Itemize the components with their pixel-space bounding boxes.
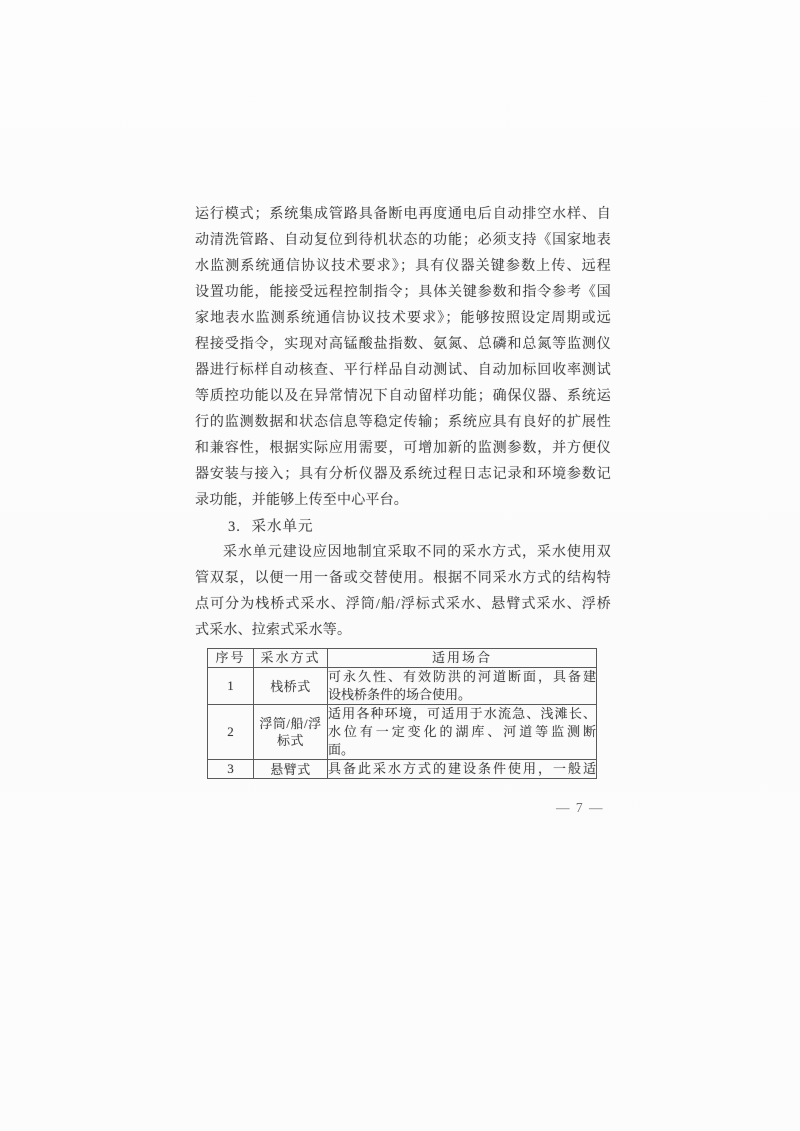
row-method: 悬臂式 bbox=[254, 760, 328, 779]
paragraph-line: 动清洗管路、自动复位到待机状态的功能；必须支持《国家地表 bbox=[195, 233, 611, 248]
column-header-applicability: 适用场合 bbox=[328, 649, 597, 668]
water-intake-methods-table bbox=[207, 648, 597, 779]
row-description bbox=[328, 760, 597, 779]
description-line: 面。 bbox=[328, 742, 355, 757]
paragraph-line: 录功能，并能够上传至中心平台。 bbox=[195, 493, 408, 508]
column-header-number: 序号 bbox=[208, 649, 254, 668]
row-number: 3 bbox=[208, 760, 254, 779]
paragraph-line: 行的监测数据和状态信息等稳定传输；系统应具有良好的扩展性 bbox=[195, 415, 611, 430]
paragraph-line: 运行模式；系统集成管路具备断电再度通电后自动排空水样、自 bbox=[195, 207, 611, 222]
table-row bbox=[208, 668, 597, 705]
table-header-row bbox=[208, 649, 597, 668]
description-line: 可永久性、有效防洪的河道断面，具备建 bbox=[328, 669, 596, 684]
paragraph-line: 和兼容性，根据实际应用需要，可增加新的监测参数，并方便仪 bbox=[195, 441, 611, 456]
paragraph-system-functions bbox=[195, 202, 611, 514]
page-text-block bbox=[195, 202, 611, 779]
paragraph-line: 点可分为栈桥式采水、浮筒/船/浮标式采水、悬臂式采水、浮桥 bbox=[195, 597, 611, 612]
paragraph-line: 式采水、拉索式采水等。 bbox=[195, 623, 352, 638]
paragraph-line: 水监测系统通信协议技术要求》；具有仪器关键参数上传、远程 bbox=[195, 259, 611, 274]
row-number: 2 bbox=[208, 705, 254, 760]
paragraph-line: 采水单元建设应因地制宜采取不同的采水方式，采水使用双 bbox=[223, 545, 611, 560]
description-line: 设栈桥条件的场合使用。 bbox=[328, 687, 472, 702]
description-line: 水位有一定变化的湖库、河道等监测断 bbox=[328, 724, 596, 739]
paragraph-line: 设置功能，能接受远程控制指令；具体关键参数和指令参考《国 bbox=[195, 285, 611, 300]
paragraph-line: 家地表水监测系统通信协议技术要求》；能够按照设定周期或远 bbox=[195, 311, 611, 326]
paragraph-line: 器进行标样自动核查、平行样品自动测试、自动加标回收率测试 bbox=[195, 363, 611, 378]
row-description bbox=[328, 668, 597, 705]
page-number: — 7 — bbox=[556, 800, 604, 815]
table-row bbox=[208, 705, 597, 760]
row-method: 栈桥式 bbox=[254, 668, 328, 705]
section-heading-water-intake-unit: 3. 采水单元 bbox=[228, 519, 314, 535]
column-header-method: 采水方式 bbox=[254, 649, 328, 668]
table-row bbox=[208, 760, 597, 779]
row-number: 1 bbox=[208, 668, 254, 705]
description-line: 适用各种环境，可适用于水流急、浅滩长、 bbox=[328, 706, 596, 721]
description-line: 具备此采水方式的建设条件使用，一般适 bbox=[328, 761, 596, 776]
paragraph-line: 器安装与接入；具有分析仪器及系统过程日志记录和环境参数记 bbox=[195, 467, 611, 482]
row-method: 浮筒/船/浮标式 bbox=[254, 705, 328, 760]
paragraph-water-intake-methods bbox=[195, 540, 611, 644]
paragraph-line: 程接受指令，实现对高锰酸盐指数、氨氮、总磷和总氮等监测仪 bbox=[195, 337, 611, 352]
paragraph-line: 等质控功能以及在异常情况下自动留样功能；确保仪器、系统运 bbox=[195, 389, 611, 404]
paragraph-line: 管双泵，以便一用一备或交替使用。根据不同采水方式的结构特 bbox=[195, 571, 611, 586]
row-description bbox=[328, 705, 597, 760]
